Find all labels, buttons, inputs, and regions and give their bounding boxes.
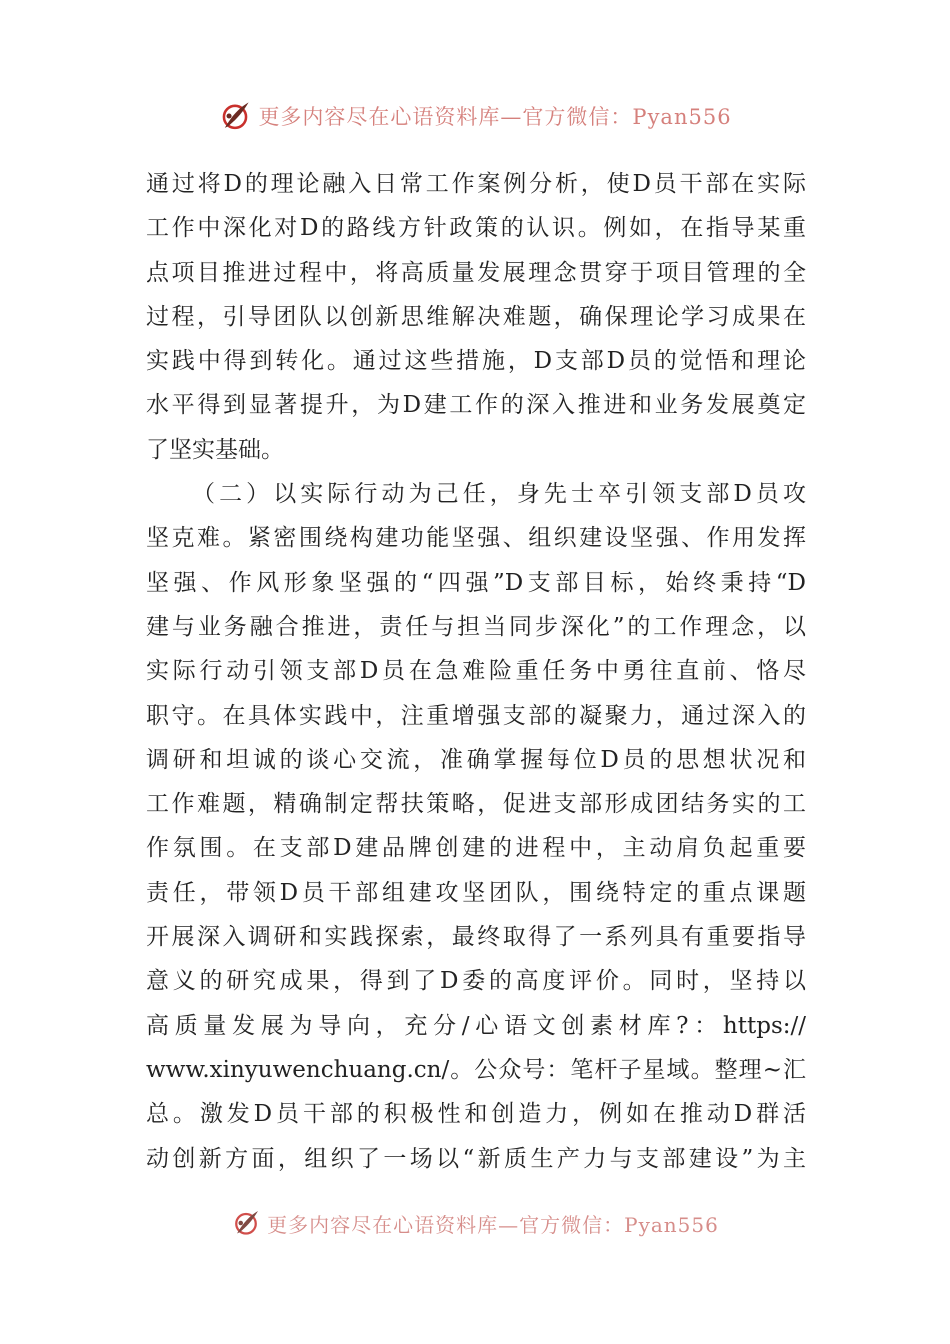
- document-body: [146, 162, 806, 1181]
- paragraph-2: [146, 472, 806, 1181]
- text-line: 调研和坦诚的谈心交流，准确掌握每位D员的思想状况和: [146, 746, 806, 773]
- footer-text: 更多内容尽在心语资料库—官方微信：Pyan556: [267, 1212, 719, 1237]
- text-line: 责任，带领D员干部组建攻坚团队，围绕特定的重点课题: [146, 879, 806, 906]
- text-line: 动创新方面，组织了一场以“新质生产力与支部建设”为主: [146, 1145, 806, 1172]
- text-line: 工作中深化对D的路线方针政策的认识。例如，在指导某重: [146, 215, 806, 242]
- text-line: 点项目推进过程中，将高质量发展理念贯穿于项目管理的全: [146, 259, 806, 286]
- text-line: 水平得到显著提升，为D建工作的深入推进和业务发展奠定: [146, 392, 806, 419]
- text-line: 总。激发D员干部的积极性和创造力，例如在推动D群活: [146, 1101, 806, 1128]
- text-line: 了坚实基础。: [146, 436, 284, 463]
- text-line: 作氛围。在支部D建品牌创建的进程中，主动肩负起重要: [146, 835, 806, 862]
- quill-logo-icon: [231, 1208, 261, 1238]
- text-line: （二）以实际行动为己任，身先士卒引领支部D员攻: [192, 481, 806, 508]
- text-line: www.xinyuwenchuang.cn/。公众号：笔杆子星域。整理~汇: [146, 1056, 806, 1083]
- text-line: 坚强、作风形象坚强的“四强”D支部目标，始终秉持“D: [146, 569, 806, 596]
- text-line: 高质量发展为导向，充分/心语文创素材库?：https://: [146, 1012, 806, 1039]
- text-line: 开展深入调研和实践探索，最终取得了一系列具有重要指导: [146, 924, 806, 951]
- text-line: 工作难题，精确制定帮扶策略，促进支部形成团结务实的工: [146, 791, 806, 818]
- quill-logo-icon: [218, 99, 252, 133]
- text-line: 意义的研究成果，得到了D委的高度评价。同时，坚持以: [146, 968, 806, 995]
- text-line: 建与业务融合推进，责任与担当同步深化”的工作理念，以: [146, 613, 806, 640]
- text-line: 实际行动引领支部D员在急难险重任务中勇往直前、恪尽: [146, 658, 806, 685]
- page-footer-watermark: [0, 1206, 950, 1240]
- text-line: 通过将D的理论融入日常工作案例分析，使D员干部在实际: [146, 171, 806, 197]
- text-line: 坚克难。紧密围绕构建功能坚强、组织建设坚强、作用发挥: [146, 525, 806, 552]
- text-line: 职守。在具体实践中，注重增强支部的凝聚力，通过深入的: [146, 702, 806, 729]
- text-line: 过程，引导团队以创新思维解决难题，确保理论学习成果在: [146, 303, 806, 330]
- text-line: 实践中得到转化。通过这些措施，D支部D员的觉悟和理论: [146, 348, 806, 375]
- header-text: 更多内容尽在心语资料库—官方微信：Pyan556: [258, 105, 732, 129]
- paragraph-1: [146, 162, 806, 472]
- page-header-watermark: [0, 96, 950, 136]
